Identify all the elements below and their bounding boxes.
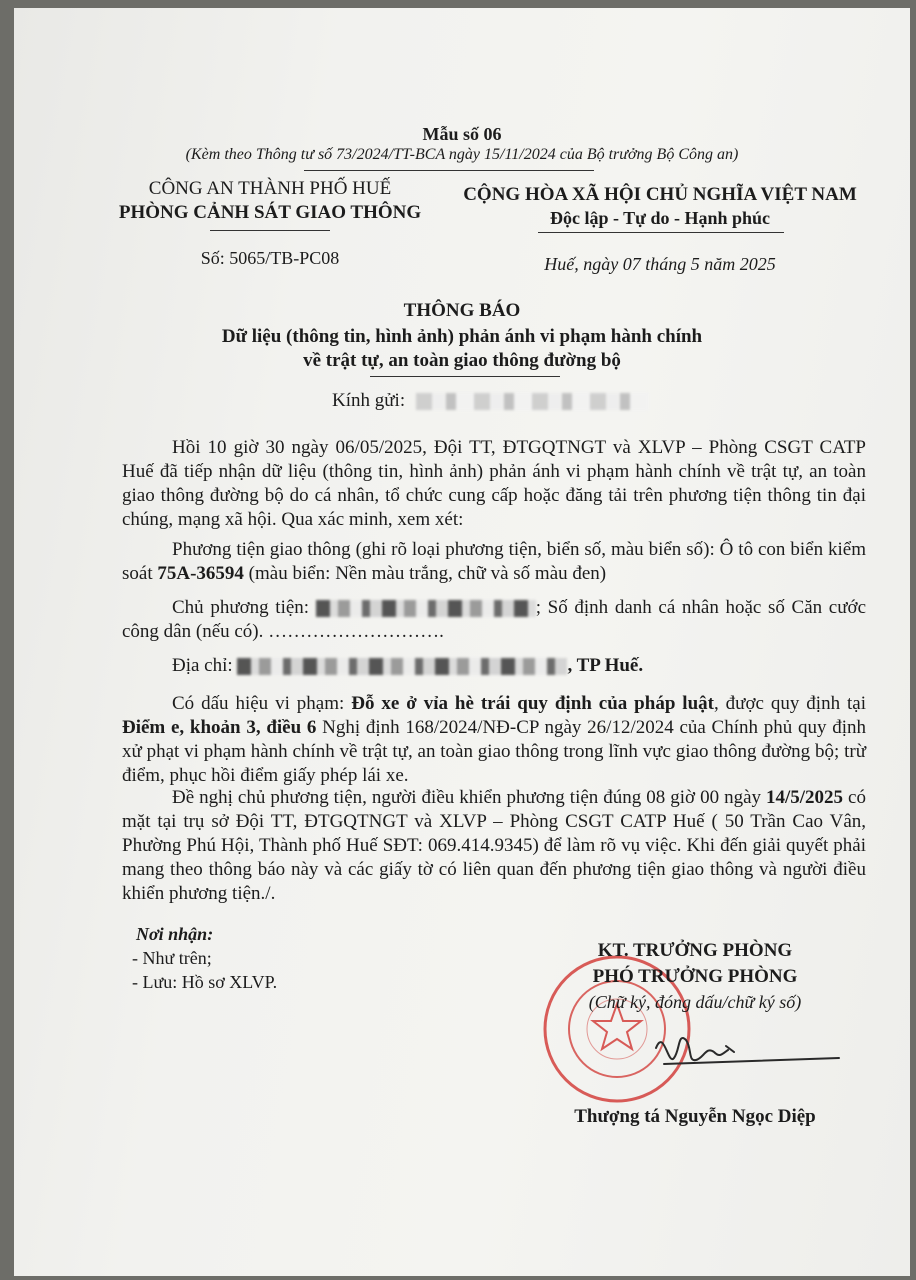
document-number: Số: 5065/TB-PC08 bbox=[200, 248, 340, 268]
national-title: CỘNG HÒA XÃ HỘI CHỦ NGHĨA VIỆT NAM bbox=[463, 184, 857, 205]
paragraph-intro bbox=[122, 436, 866, 532]
intro-text: Hồi 10 giờ 30 ngày 06/05/2025, Đội TT, ĐTGQTNGT và XLVP – Phòng CSGT CATP Huế đã tiếp nhận dữ liệu (thông tin, hình ảnh) phản ánh vi phạm hành chính về trật tự, an toàn giao thông đường bộ do cá nhân, tổ chức cung cấp hoặc đăng tải trên phương tiện thông tin đại chúng, mạng xã hội. Qua xác minh, xem xét: bbox=[122, 437, 866, 530]
request-suffix: có mặt tại trụ sở Đội TT, ĐTGQTNGT và XLVP – Phòng CSGT CATP Huế ( 50 Trần Cao Vân, Phường Phú Hội, Thành phố Huế SĐT: 069.414.9345) để làm rõ vụ việc. Khi đến giải quyết phải mang theo thông báo này và các giấy tờ có liên quan đến phương tiện giao thông và người điều khiển phương tiện./. bbox=[122, 787, 866, 904]
notice-title: THÔNG BÁO bbox=[403, 300, 521, 321]
signature-title-1: KT. TRƯỞNG PHÒNG bbox=[597, 940, 793, 961]
divider bbox=[304, 170, 594, 171]
redacted-recipient bbox=[416, 393, 648, 410]
divider bbox=[538, 232, 784, 233]
signature-note: (Chữ ký, đóng dấu/chữ ký số) bbox=[588, 992, 802, 1012]
request-date: 14/5/2025 bbox=[766, 787, 844, 808]
signature-title-2: PHÓ TRƯỞNG PHÒNG bbox=[592, 966, 798, 987]
signer-name: Thượng tá Nguyễn Ngọc Diệp bbox=[574, 1106, 816, 1127]
paragraph-address bbox=[122, 654, 866, 678]
document-page bbox=[14, 8, 910, 1276]
paragraph-owner bbox=[122, 596, 866, 644]
vehicle-plate: 75A-36594 bbox=[157, 563, 244, 584]
issuer-department: PHÒNG CẢNH SÁT GIAO THÔNG bbox=[118, 202, 422, 223]
redacted-owner bbox=[316, 600, 536, 617]
vehicle-suffix: (màu biển: Nền màu trắng, chữ và số màu đen) bbox=[243, 563, 607, 584]
issuer-agency: CÔNG AN THÀNH PHỐ HUẾ bbox=[148, 178, 392, 199]
recipient-label: Kính gửi: bbox=[332, 390, 406, 411]
address-suffix: , TP Huế. bbox=[567, 655, 644, 676]
form-number: Mẫu số 06 bbox=[422, 124, 502, 144]
divider bbox=[370, 376, 560, 377]
request-prefix: Đề nghị chủ phương tiện, người điều khiển phương tiện đúng 08 giờ 00 ngày bbox=[172, 787, 766, 808]
paragraph-violation bbox=[122, 692, 866, 788]
redacted-address bbox=[237, 658, 567, 675]
owner-suffix: ; Số định danh cá nhân hoặc số Căn cước công dân (nếu có). ………………………. bbox=[122, 597, 867, 642]
place-date: Huế, ngày 07 tháng 5 năm 2025 bbox=[544, 254, 776, 274]
violation-prefix: Có dấu hiệu vi phạm: bbox=[172, 693, 352, 714]
violation-clause: Điểm e, khoản 3, điều 6 bbox=[122, 717, 317, 738]
form-reference: (Kèm theo Thông tư số 73/2024/TT-BCA ngày 15/11/2024 của Bộ trưởng Bộ Công an) bbox=[185, 146, 739, 163]
owner-label: Chủ phương tiện: bbox=[172, 597, 310, 618]
recipient-line bbox=[332, 390, 648, 412]
handwritten-signature bbox=[634, 1018, 844, 1078]
address-label: Địa chỉ: bbox=[172, 655, 233, 676]
vehicle-prefix: Phương tiện giao thông (ghi rõ loại phương tiện, biển số, màu biển số): Ô tô con biển kiểm soát bbox=[122, 539, 866, 584]
violation-description: Đỗ xe ở vỉa hè trái quy định của pháp luật bbox=[351, 693, 714, 714]
receivers-label: Nơi nhận: bbox=[136, 924, 214, 944]
national-motto: Độc lập - Tự do - Hạnh phúc bbox=[549, 208, 771, 228]
violation-mid: , được quy định tại bbox=[713, 693, 866, 714]
receiver-item: - Như trên; bbox=[132, 948, 212, 968]
notice-subtitle-2: về trật tự, an toàn giao thông đường bộ bbox=[303, 350, 621, 371]
notice-subtitle-1: Dữ liệu (thông tin, hình ảnh) phản ánh vi phạm hành chính bbox=[221, 326, 703, 347]
violation-suffix: Nghị định 168/2024/NĐ-CP ngày 26/12/2024 của Chính phủ quy định xử phạt vi phạm hành chính về trật tự, an toàn giao thông trong lĩnh vực giao thông đường bộ; trừ điểm, phục hồi điểm giấy phép lái xe. bbox=[122, 717, 866, 786]
receiver-item: - Lưu: Hồ sơ XLVP. bbox=[132, 972, 278, 992]
divider bbox=[210, 230, 330, 231]
paragraph-request bbox=[122, 786, 866, 906]
paragraph-vehicle bbox=[122, 538, 866, 586]
